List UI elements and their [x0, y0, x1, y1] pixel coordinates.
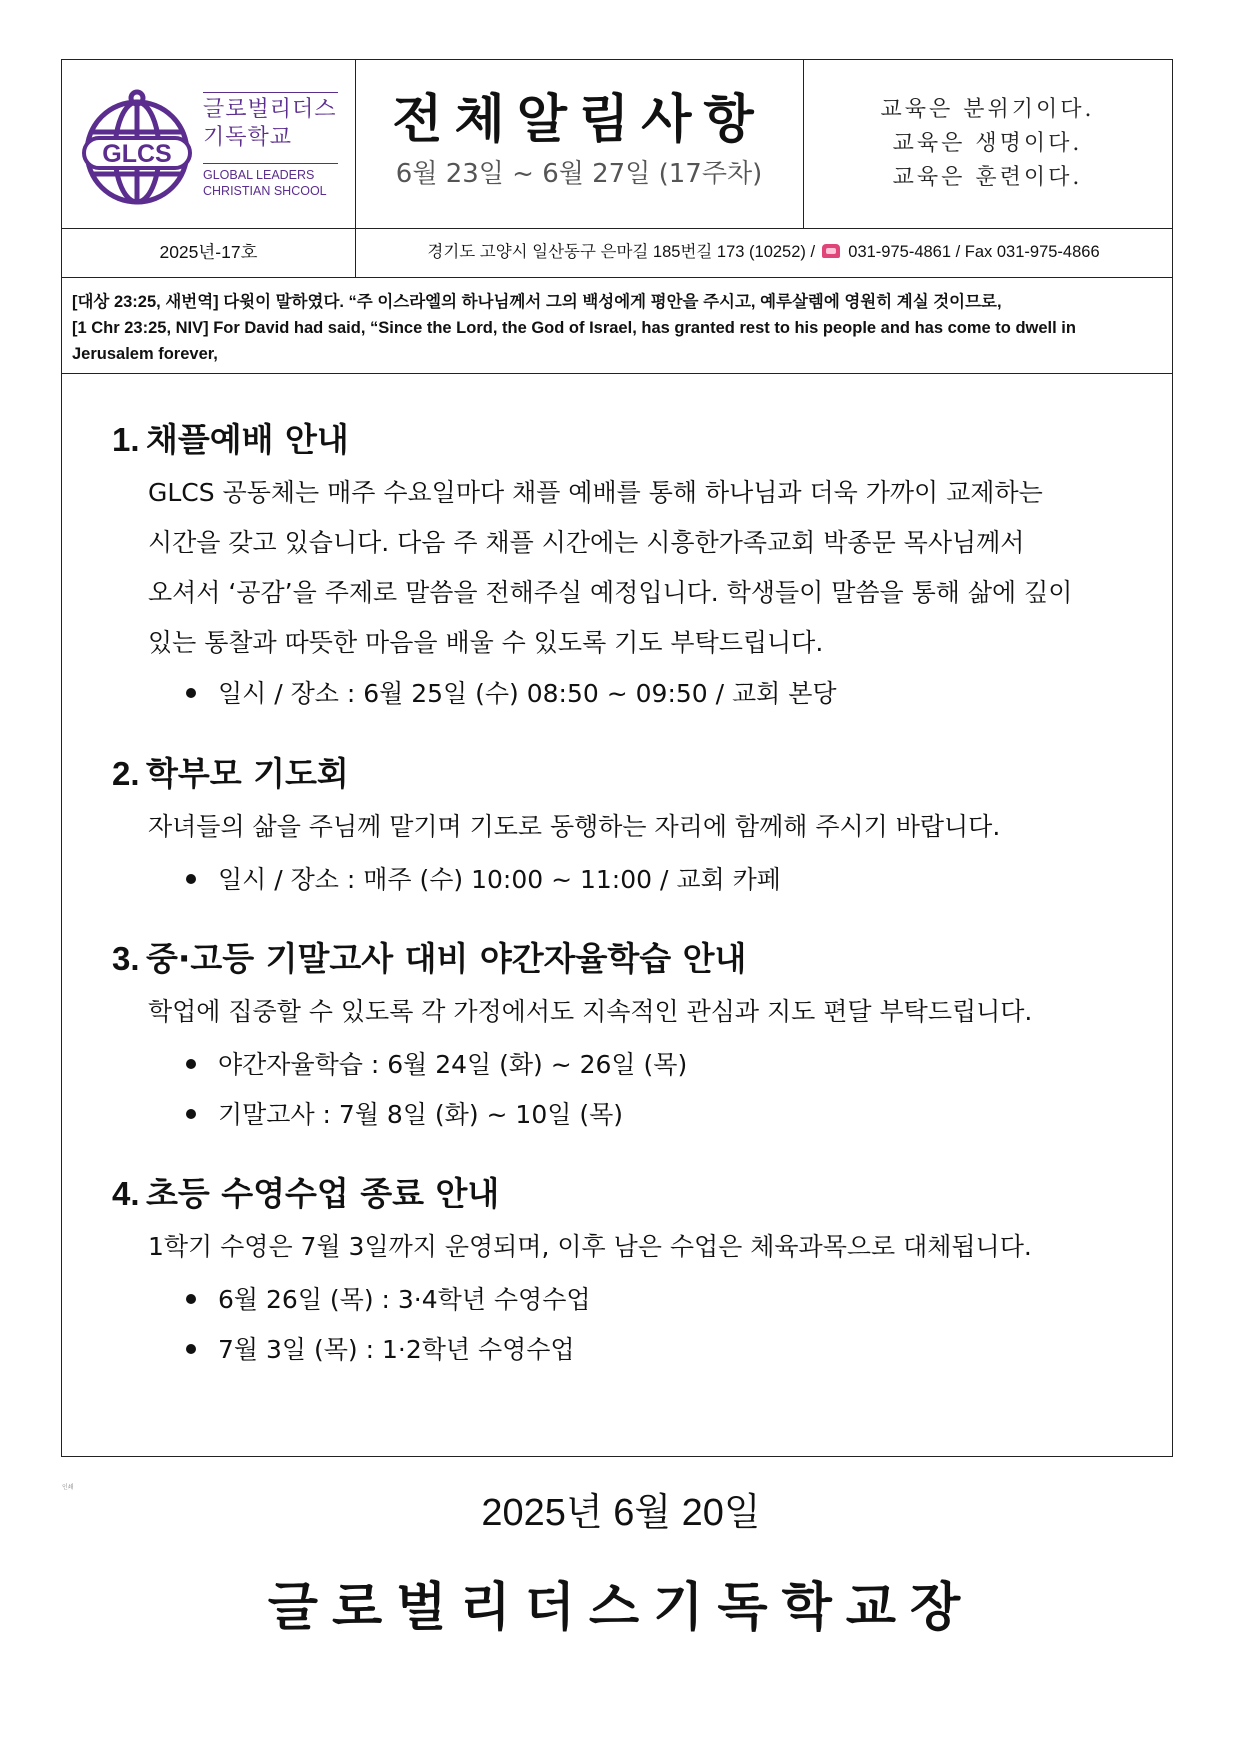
section-text-self-study	[148, 987, 1158, 1037]
text-line: 있는 통찰과 따뜻한 마음을 배울 수 있도록 기도 부탁드립니다.	[148, 628, 824, 657]
section-heading: 초등 수영수업 종료 안내	[146, 1174, 500, 1213]
telephone-icon	[822, 244, 840, 258]
text-line: 1학기 수영은 7월 3일까지 운영되며, 이후 남은 수업은 체육과목으로 대체됩니다.	[148, 1232, 1032, 1261]
address: 경기도 고양시 일산동구 은마길 185번길 173 (10252) /	[427, 243, 816, 261]
motto-line: 교육은 훈련이다.	[892, 165, 1083, 190]
title-cell	[355, 60, 804, 228]
section-number: 2.	[112, 755, 140, 792]
section-heading: 중·고등 기말고사 대비 야간자율학습 안내	[146, 939, 747, 978]
logo-name-ko	[203, 96, 349, 152]
logo-name-ko-line1: 글로벌리더스	[203, 97, 337, 122]
motto-line: 교육은 생명이다.	[892, 131, 1083, 156]
bullet-dot-icon	[186, 1344, 196, 1354]
section-text-chapel	[148, 468, 1158, 668]
text-line: GLCS 공동체는 매주 수요일마다 채플 예배를 통해 하나님과 더욱 가까이 교제하는	[148, 478, 1043, 507]
issue-date: 2025년 6월 20일	[481, 1492, 761, 1534]
document-subtitle: 6월 23일 ~ 6월 27일 (17주차)	[395, 159, 763, 189]
section-title-swimming	[112, 1174, 499, 1214]
bible-verse	[62, 277, 1172, 374]
bullet-item	[186, 1282, 591, 1318]
issue-number: 2025년-17호	[62, 228, 356, 277]
section-title-parent-prayer	[112, 754, 349, 794]
section-number: 1.	[112, 421, 140, 458]
motto-cell	[803, 60, 1172, 228]
document-title: 전체알림사항	[392, 90, 766, 150]
bullet-item	[186, 1047, 687, 1083]
phone-fax: 031-975-4861 / Fax 031-975-4866	[848, 243, 1100, 261]
section-title-chapel	[112, 420, 349, 460]
bullet-dot-icon	[186, 874, 196, 884]
school-logo-icon	[78, 88, 196, 206]
signer-title: 글로벌리더스기독학교장	[267, 1578, 975, 1638]
bullet-dot-icon	[186, 1294, 196, 1304]
bullet-dot-icon	[186, 1109, 196, 1119]
bullet-text: 일시 / 장소 : 매주 (수) 10:00 ~ 11:00 / 교회 카페	[218, 865, 781, 894]
contact-line	[355, 228, 1172, 277]
bullet-item	[186, 1097, 623, 1133]
logo-cell	[62, 60, 356, 228]
logo-name-en-line2: CHRISTIAN SHCOOL	[203, 184, 327, 198]
section-number: 4.	[112, 1175, 140, 1212]
section-title-self-study	[112, 939, 746, 979]
bullet-text: 6월 26일 (목) : 3·4학년 수영수업	[218, 1285, 591, 1314]
verse-english: [1 Chr 23:25, NIV] For David had said, “Since the Lord, the God of Israel, has granted rest to his people and has come to dwell in Jerusalem forever,	[72, 319, 1076, 363]
logo-name-ko-line2: 기독학교	[203, 125, 293, 150]
logo-mark-text: GLCS	[102, 140, 172, 168]
bullet-dot-icon	[186, 688, 196, 698]
bullet-text: 일시 / 장소 : 6월 25일 (수) 08:50 ~ 09:50 / 교회 본당	[218, 679, 837, 708]
logo-name-en	[203, 167, 353, 199]
motto-list	[803, 93, 1172, 195]
logo-rule-top	[203, 92, 338, 93]
section-number: 3.	[112, 940, 140, 977]
section-text-parent-prayer	[148, 802, 1158, 852]
verse-korean: [대상 23:25, 새번역] 다윗이 말하였다. “주 이스라엘의 하나님께서 그의 백성에게 평안을 주시고, 예루살렘에 영원히 계실 것이므로,	[72, 293, 1002, 311]
text-line: 학업에 집중할 수 있도록 각 가정에서도 지속적인 관심과 지도 편달 부탁드립니다.	[148, 997, 1033, 1026]
bullet-text: 기말고사 : 7월 8일 (화) ~ 10일 (목)	[218, 1100, 623, 1129]
logo-rule-bottom	[203, 163, 338, 164]
section-heading: 채플예배 안내	[146, 420, 349, 459]
text-line: 오셔서 ‘공감’을 주제로 말씀을 전해주실 예정입니다. 학생들이 말씀을 통해 삶에 깊이	[148, 578, 1073, 607]
section-text-swimming	[148, 1222, 1158, 1272]
bullet-text: 야간자율학습 : 6월 24일 (화) ~ 26일 (목)	[218, 1050, 688, 1079]
section-heading: 학부모 기도회	[146, 754, 349, 793]
bullet-text: 7월 3일 (목) : 1·2학년 수영수업	[218, 1335, 575, 1364]
info-row	[62, 228, 1172, 278]
bullet-item	[186, 676, 837, 712]
print-mark: 인쇄	[62, 1484, 74, 1491]
text-line: 자녀들의 삶을 주님께 맡기며 기도로 동행하는 자리에 함께해 주시기 바랍니다.	[148, 812, 1001, 841]
header-row	[62, 60, 1172, 229]
bullet-item	[186, 862, 781, 898]
bullet-item	[186, 1332, 575, 1368]
bullet-dot-icon	[186, 1059, 196, 1069]
motto-line: 교육은 분위기이다.	[880, 97, 1095, 122]
notice-frame	[61, 59, 1173, 1457]
text-line: 시간을 갖고 있습니다. 다음 주 채플 시간에는 시흥한가족교회 박종문 목사님께서	[148, 528, 1025, 557]
logo-name-en-line1: GLOBAL LEADERS	[203, 168, 315, 182]
